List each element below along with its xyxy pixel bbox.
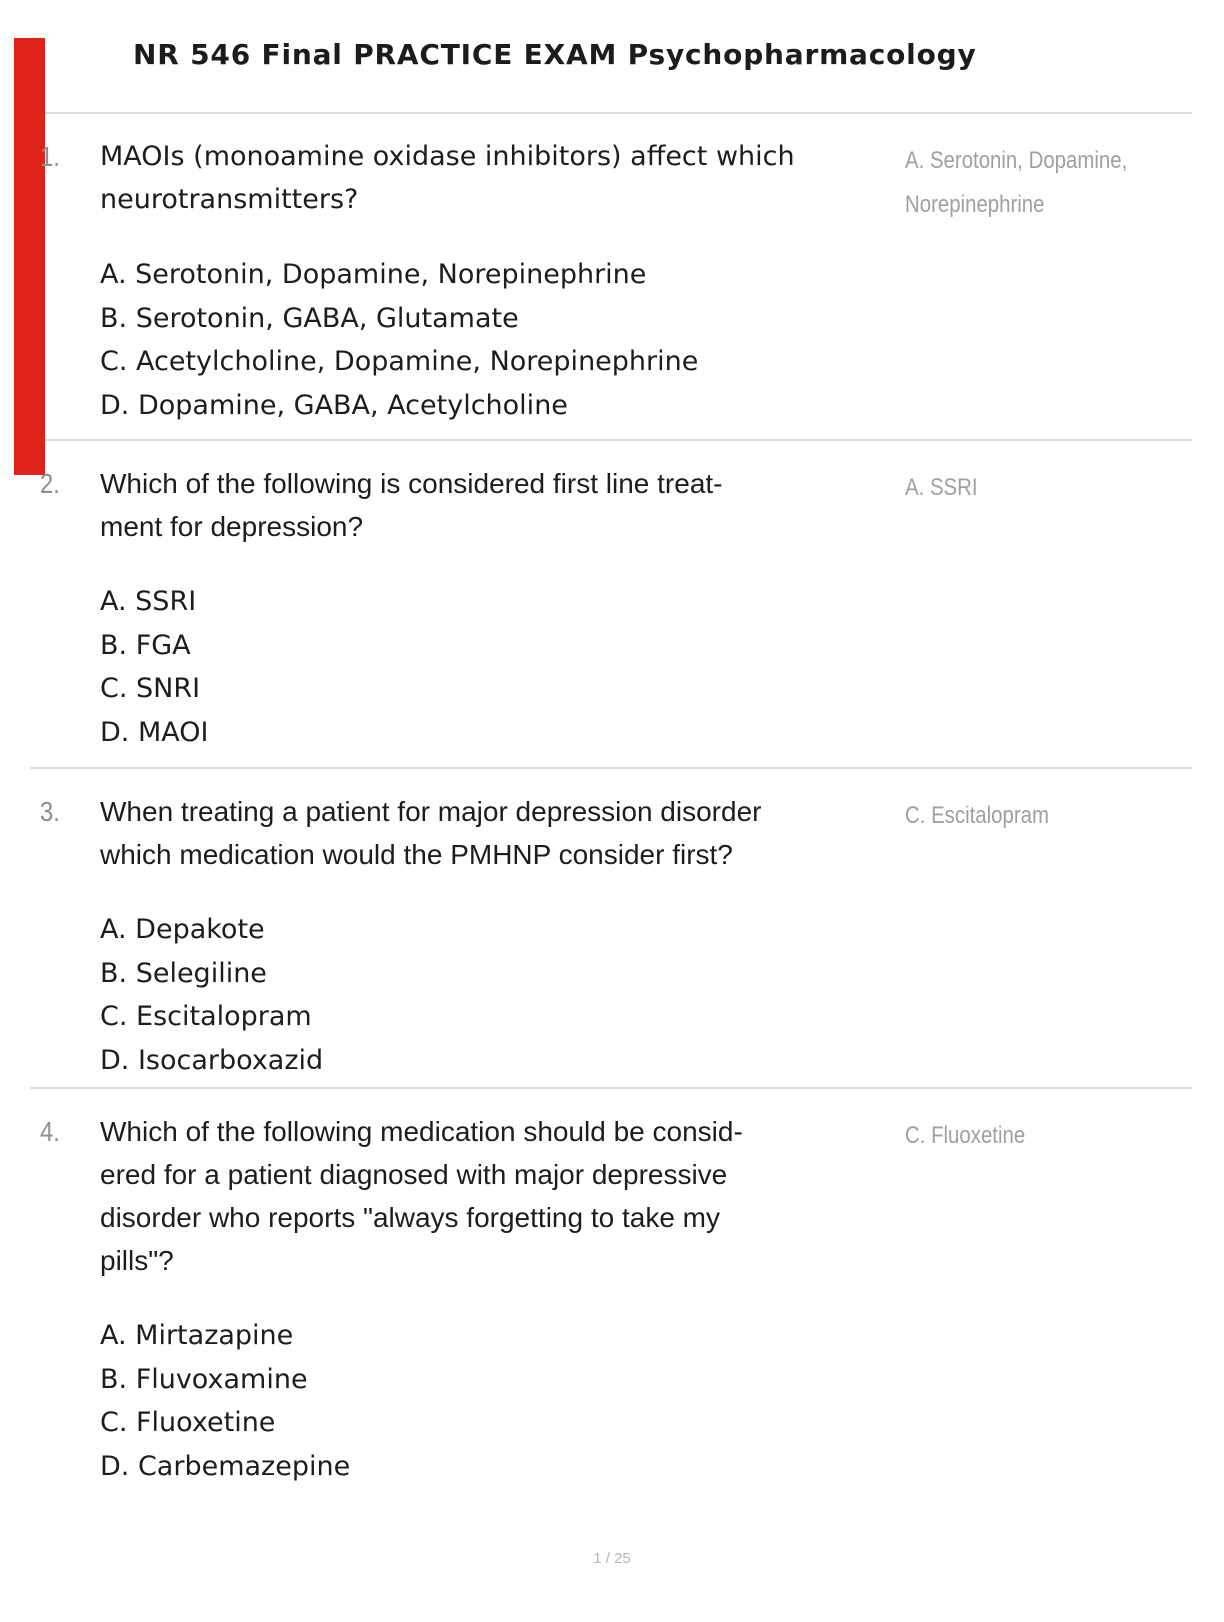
question-text-line: ered for a patient diagnosed with major depressive	[100, 1159, 728, 1190]
question-body	[100, 1110, 885, 1488]
options-list	[100, 908, 885, 1082]
option-b: B. FGA	[100, 629, 191, 661]
option-b: B. Serotonin, GABA, Glutamate	[100, 302, 519, 334]
page-title: NR 546 Final PRACTICE EXAM Psychopharmacology	[133, 38, 977, 71]
option-a: A. Mirtazapine	[100, 1320, 294, 1351]
question-body	[100, 790, 885, 1082]
option-d: D. MAOI	[100, 716, 209, 748]
question-body	[100, 135, 885, 427]
option-c: C. Acetylcholine, Dopamine, Norepinephrine	[100, 346, 699, 377]
option-d: D. Dopamine, GABA, Acetylcholine	[100, 389, 568, 421]
options-list	[100, 580, 885, 754]
option-b: B. Selegiline	[100, 957, 267, 989]
question-text-line: When treating a patient for major depression disorder	[100, 796, 762, 827]
option-d: D. Isocarboxazid	[100, 1044, 324, 1076]
option-d: D. Carbemazepine	[100, 1450, 351, 1482]
answer-key	[905, 1110, 1184, 1158]
question-body	[100, 462, 885, 754]
question-number: 4.	[40, 1116, 60, 1147]
answer-key	[905, 135, 1184, 227]
question-row-3	[0, 769, 1224, 1087]
option-a: A. SSRI	[100, 586, 197, 617]
options-list	[100, 253, 885, 427]
question-text-line: Which of the following medication should be consid-	[100, 1116, 743, 1147]
question-text	[100, 462, 885, 548]
option-a: A. Depakote	[100, 914, 265, 945]
option-c: C. Escitalopram	[100, 1001, 312, 1032]
question-text-line: which medication would the PMHNP consider first?	[100, 839, 733, 870]
question-text	[100, 1110, 885, 1282]
option-b: B. Fluvoxamine	[100, 1363, 308, 1395]
answer-key	[905, 790, 1184, 838]
question-text	[100, 790, 885, 876]
question-number: 3.	[40, 796, 60, 827]
question-text-line: Which of the following is considered first line treat-	[100, 468, 723, 499]
answer-key-line: A. Serotonin, Dopamine,	[905, 147, 1128, 174]
question-text-line: ment for depression?	[100, 511, 364, 542]
answer-key	[905, 462, 1184, 510]
question-row-2	[0, 441, 1224, 767]
question-row-1	[0, 114, 1224, 439]
option-c: C. Fluoxetine	[100, 1407, 276, 1438]
question-text	[100, 135, 885, 221]
question-row-4	[0, 1089, 1224, 1488]
question-text-line: neurotransmitters?	[100, 184, 359, 215]
answer-key-line: Norepinephrine	[905, 191, 1045, 218]
answer-key-line: A. SSRI	[905, 474, 978, 501]
question-number: 1.	[40, 141, 60, 172]
question-text-line: disorder who reports "always forgetting to take my	[100, 1202, 720, 1233]
answer-key-line: C. Escitalopram	[905, 802, 1049, 829]
question-text-line: pills"?	[100, 1245, 174, 1276]
answer-key-line: C. Fluoxetine	[905, 1122, 1026, 1149]
question-text-line: MAOIs (monoamine oxidase inhibitors) affect which	[100, 141, 795, 172]
option-c: C. SNRI	[100, 673, 201, 704]
question-number: 2.	[40, 468, 60, 499]
options-list	[100, 1314, 885, 1488]
page-number-indicator: 1 / 25	[593, 1550, 631, 1567]
red-marker-bar	[14, 38, 45, 475]
option-a: A. Serotonin, Dopamine, Norepinephrine	[100, 259, 647, 290]
